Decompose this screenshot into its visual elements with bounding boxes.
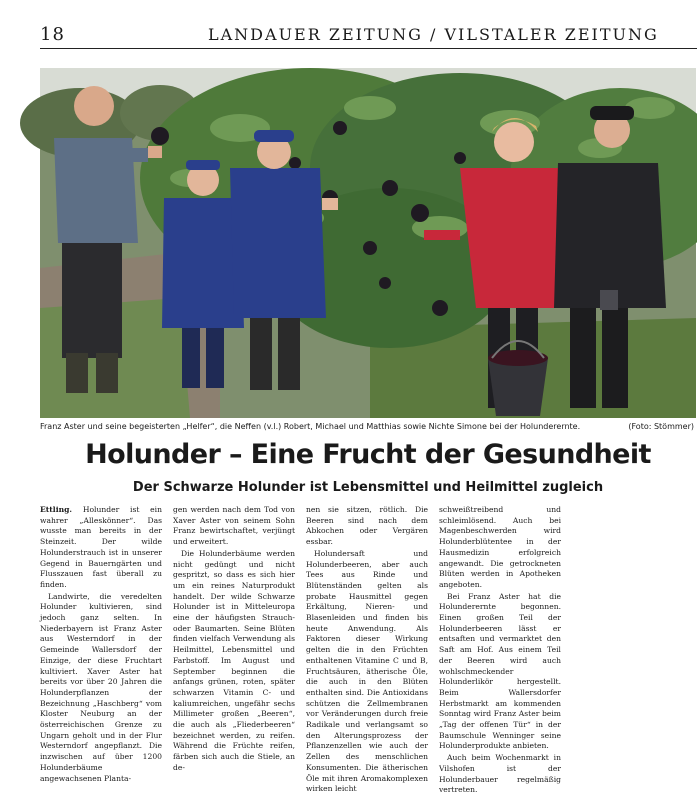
article-column-2 <box>173 505 295 772</box>
dateline: Ettling. <box>40 505 73 514</box>
caption-text: Franz Aster und seine begeisterten „Helfer“, die Neffen (v.l.) Robert, Michael und Matthias sowie Nichte Simone bei der Holunderernte. <box>40 422 581 431</box>
article-column-3 <box>306 505 428 794</box>
masthead <box>40 24 697 49</box>
paragraph: Bei Franz Aster hat die Holunderernte begonnen. Einen großen Teil der Holunderbeeren lässt er entsaften und vermarktet den Saft am Hof. Aus einem Teil der Beeren wird auch wohlschmeckender Holunderlikör hergestellt. Beim Wallersdorfer Herbstmarkt am kommenden Sonntag wird Franz Aster beim „Tag der offenen Tür“ in der Baumschule Wenninger seine Holunderprodukte anbieten. <box>439 591 561 751</box>
paragraph: Landwirte, die veredelten Holunder kultivieren, sind jedoch ganz selten. In Niederbayern ist Franz Aster aus Westerndorf in der Gemeinde Wallersdorf der Einzige, der diese Fruchtart kultiviert. Xaver Aster hat bereits vor über 20 Jahren die Holunderpflanzen der Bezeichnung „Haschberg“ vom Kloster Neuburg an der österreichischen Grenze zu Ungarn geholt und in der Flur Westerndorf angepflanzt. Die inzwischen auf über 1200 Holunderbäume angewachsenen Planta- <box>40 591 162 783</box>
paragraph: gen werden nach dem Tod von Xaver Aster von seinem Sohn Franz bewirtschaftet, verjüngt und erweitert. <box>173 505 295 547</box>
paragraph: nen sie sitzen, rötlich. Die Beeren sind nach dem Abkochen oder Vergären essbar. <box>306 505 428 547</box>
newspaper-name: LANDAUER ZEITUNG / VILSTALER ZEITUNG <box>208 25 659 44</box>
paragraph: Auch beim Wochenmarkt in Vilshofen ist der Holunderbauer regelmäßig vertreten. <box>439 753 561 795</box>
article-headline: Holunder – Eine Frucht der Gesundheit <box>85 439 651 470</box>
paragraph <box>40 505 162 591</box>
photo-credit: (Foto: Stömmer) <box>628 422 694 431</box>
paragraph-text: Holunder ist ein wahrer „Alleskönner“. Das wusste man bereits in der Steinzeit. Der wilde Holunderstrauch ist in unserer Gegend in Bauerngärten und Flusszauen fast überall zu finden. <box>40 505 162 589</box>
page-number: 18 <box>40 24 65 45</box>
paragraph: Holundersaft und Holunderbeeren, aber auch Tees aus Rinde und Blütenständen gelten als probate Hausmittel gegen Erkältung, Nieren- und Blasenleiden und finden bis heute Anwendung. Als Faktoren dieser Wirkung gelten die in den Früchten enthaltenen Vitamine C und B, Fruchtsäuren, ätherische Öle, die auch in den Blüten enthalten sind. Die Antioxidans schützen die Zellmembranen vor Veränderungen durch freie Radikale und verlangsamt so den Alterungsprozess der Pflanzenzellen wie auch der Zellen des menschlichen Konsumenten. Die ätherischen Öle mit ihren Aromakomplexen wirken leicht <box>306 548 428 794</box>
photo-caption <box>40 420 696 434</box>
paragraph: schweißtreibend und schleimlösend. Auch bei Magenbeschwerden wird Holunderblütentee in der Hausmedizin erfolgreich angewandt. Die getrockneten Blüten werden in Apotheken angeboten. <box>439 505 561 589</box>
article-body <box>40 505 696 795</box>
paragraph: Die Holunderbäume werden nicht gedüngt und nicht gespritzt, so dass es sich hier um ein reines Naturprodukt handelt. Der wilde Schwarze Holunder ist in Mitteleuropa eine der häufigsten Strauch- oder Baumarten. Seine Blüten finden vielfach Verwendung als Heilmittel, Lebensmittel und Farbstoff. Im August und September beginnen die anfangs grünen, roten, später schwarzen Vitamin C- und kaliumreichen, ungefähr sechs Millimeter großen „Beeren“, die auch als „Fliederbeeren“ bezeichnet werden, zu reifen. Während die Früchte reifen, färben sich auch die Stiele, an de- <box>173 548 295 772</box>
article-column-1 <box>40 505 162 783</box>
article-photo <box>40 68 696 418</box>
article-column-4 <box>439 505 561 795</box>
photo-illustration <box>40 68 696 418</box>
article-subheadline: Der Schwarze Holunder ist Lebensmittel und Heilmittel zugleich <box>132 480 604 495</box>
